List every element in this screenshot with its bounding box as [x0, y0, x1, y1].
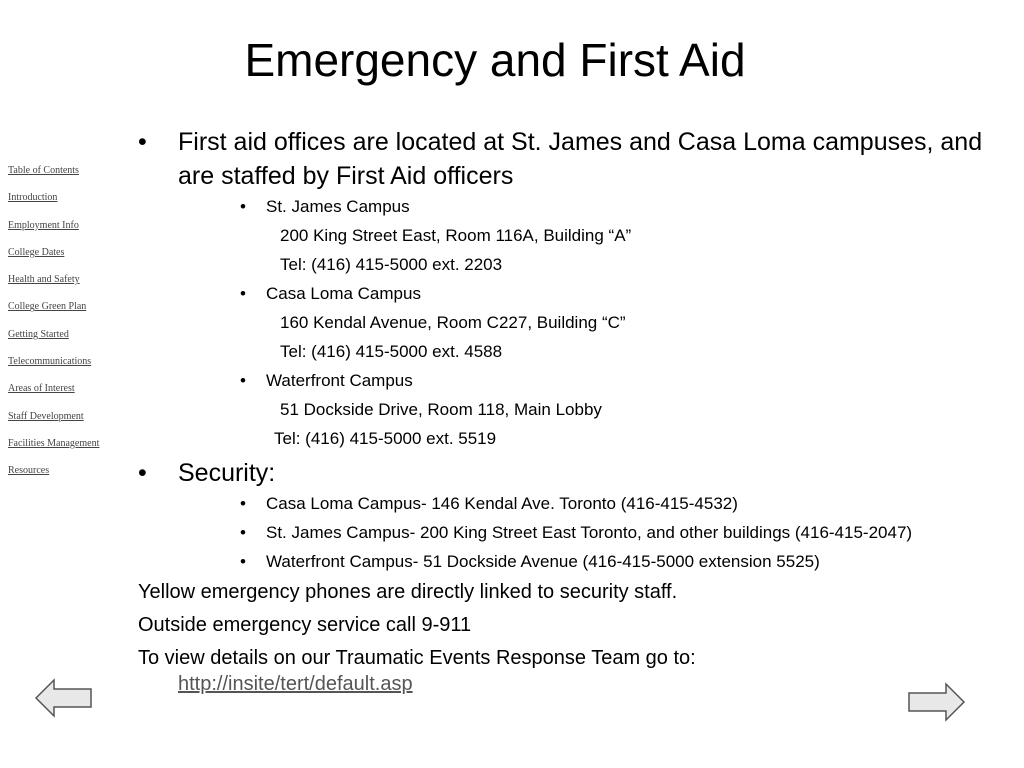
security-item: [138, 550, 988, 573]
st-james-campus-name: St. James Campus: [266, 197, 410, 216]
st-james-campus-bullet: [138, 195, 988, 218]
casa-loma-tel: Tel: (416) 415-5000 ext. 4588: [280, 342, 503, 361]
waterfront-campus-bullet: [138, 369, 988, 392]
sidebar-link-areas-of-interest[interactable]: Areas of Interest: [8, 383, 75, 395]
waterfront-campus-name: Waterfront Campus: [266, 371, 413, 390]
sidebar-link-employment-info[interactable]: Employment Info: [8, 219, 79, 231]
sidebar-link-college-dates[interactable]: College Dates: [8, 246, 65, 258]
sidebar-link-getting-started[interactable]: Getting Started: [8, 328, 69, 340]
bullet-marker: •: [240, 494, 246, 513]
slide-title: Emergency and First Aid: [244, 34, 746, 86]
st-james-address: 200 King Street East, Room 116A, Building “A”: [280, 226, 632, 245]
arrow-left-icon[interactable]: [34, 678, 94, 718]
bullet-marker: •: [240, 197, 246, 216]
yellow-phones-note: Yellow emergency phones are directly linked to security staff.: [138, 581, 678, 603]
sidebar-link-health-and-safety[interactable]: Health and Safety: [8, 274, 80, 286]
next-arrow-shape: [909, 684, 964, 720]
st-james-tel: Tel: (416) 415-5000 ext. 2203: [280, 255, 503, 274]
bullet-marker: •: [138, 459, 147, 487]
tert-note: [138, 645, 988, 697]
sidebar-link-resources[interactable]: Resources: [8, 465, 50, 477]
slide-content: [138, 125, 988, 704]
first-aid-bullet: [138, 125, 988, 193]
waterfront-address: 51 Dockside Drive, Room 118, Main Lobby: [280, 400, 602, 419]
prev-arrow-shape: [36, 680, 91, 716]
sidebar-link-facilities-management[interactable]: Facilities Management: [8, 437, 100, 449]
casa-loma-address: 160 Kendal Avenue, Room C227, Building “C”: [280, 313, 626, 332]
outside-emergency-note: Outside emergency service call 9-911: [138, 614, 472, 636]
waterfront-tel: Tel: (416) 415-5000 ext. 5519: [274, 429, 497, 448]
sidebar-link-telecommunications[interactable]: Telecommunications: [8, 356, 92, 368]
arrow-right-icon[interactable]: [906, 682, 966, 722]
casa-loma-campus-bullet: [138, 282, 988, 305]
bullet-marker: •: [240, 371, 246, 390]
security-item: [138, 521, 988, 544]
sidebar-nav: [8, 164, 133, 492]
security-item-text: St. James Campus- 200 King Street East Toronto, and other buildings (416-415-2047): [266, 523, 913, 542]
casa-loma-campus-name: Casa Loma Campus: [266, 284, 421, 303]
bullet-marker: •: [240, 523, 246, 542]
sidebar-link-college-green-plan[interactable]: College Green Plan: [8, 301, 87, 313]
tert-link[interactable]: http://insite/tert/default.asp: [178, 673, 413, 695]
security-item: [138, 492, 988, 515]
security-item-text: Casa Loma Campus- 146 Kendal Ave. Toronto (416-415-4532): [266, 494, 738, 513]
bullet-marker: •: [240, 284, 246, 303]
bullet-marker: •: [138, 128, 147, 156]
security-heading: Security:: [178, 459, 276, 487]
security-bullet: [138, 456, 988, 490]
security-item-text: Waterfront Campus- 51 Dockside Avenue (416-415-5000 extension 5525): [266, 552, 820, 571]
first-aid-text: First aid offices are located at St. James and Casa Loma campuses, and are staffed by First Aid officers: [178, 128, 983, 190]
sidebar-link-staff-development[interactable]: Staff Development: [8, 410, 84, 422]
tert-text: To view details on our Traumatic Events Response Team go to:: [138, 647, 696, 669]
sidebar-link-introduction[interactable]: Introduction: [8, 192, 58, 204]
bullet-marker: •: [240, 552, 246, 571]
sidebar-link-table-of-contents[interactable]: Table of Contents: [8, 165, 79, 176]
